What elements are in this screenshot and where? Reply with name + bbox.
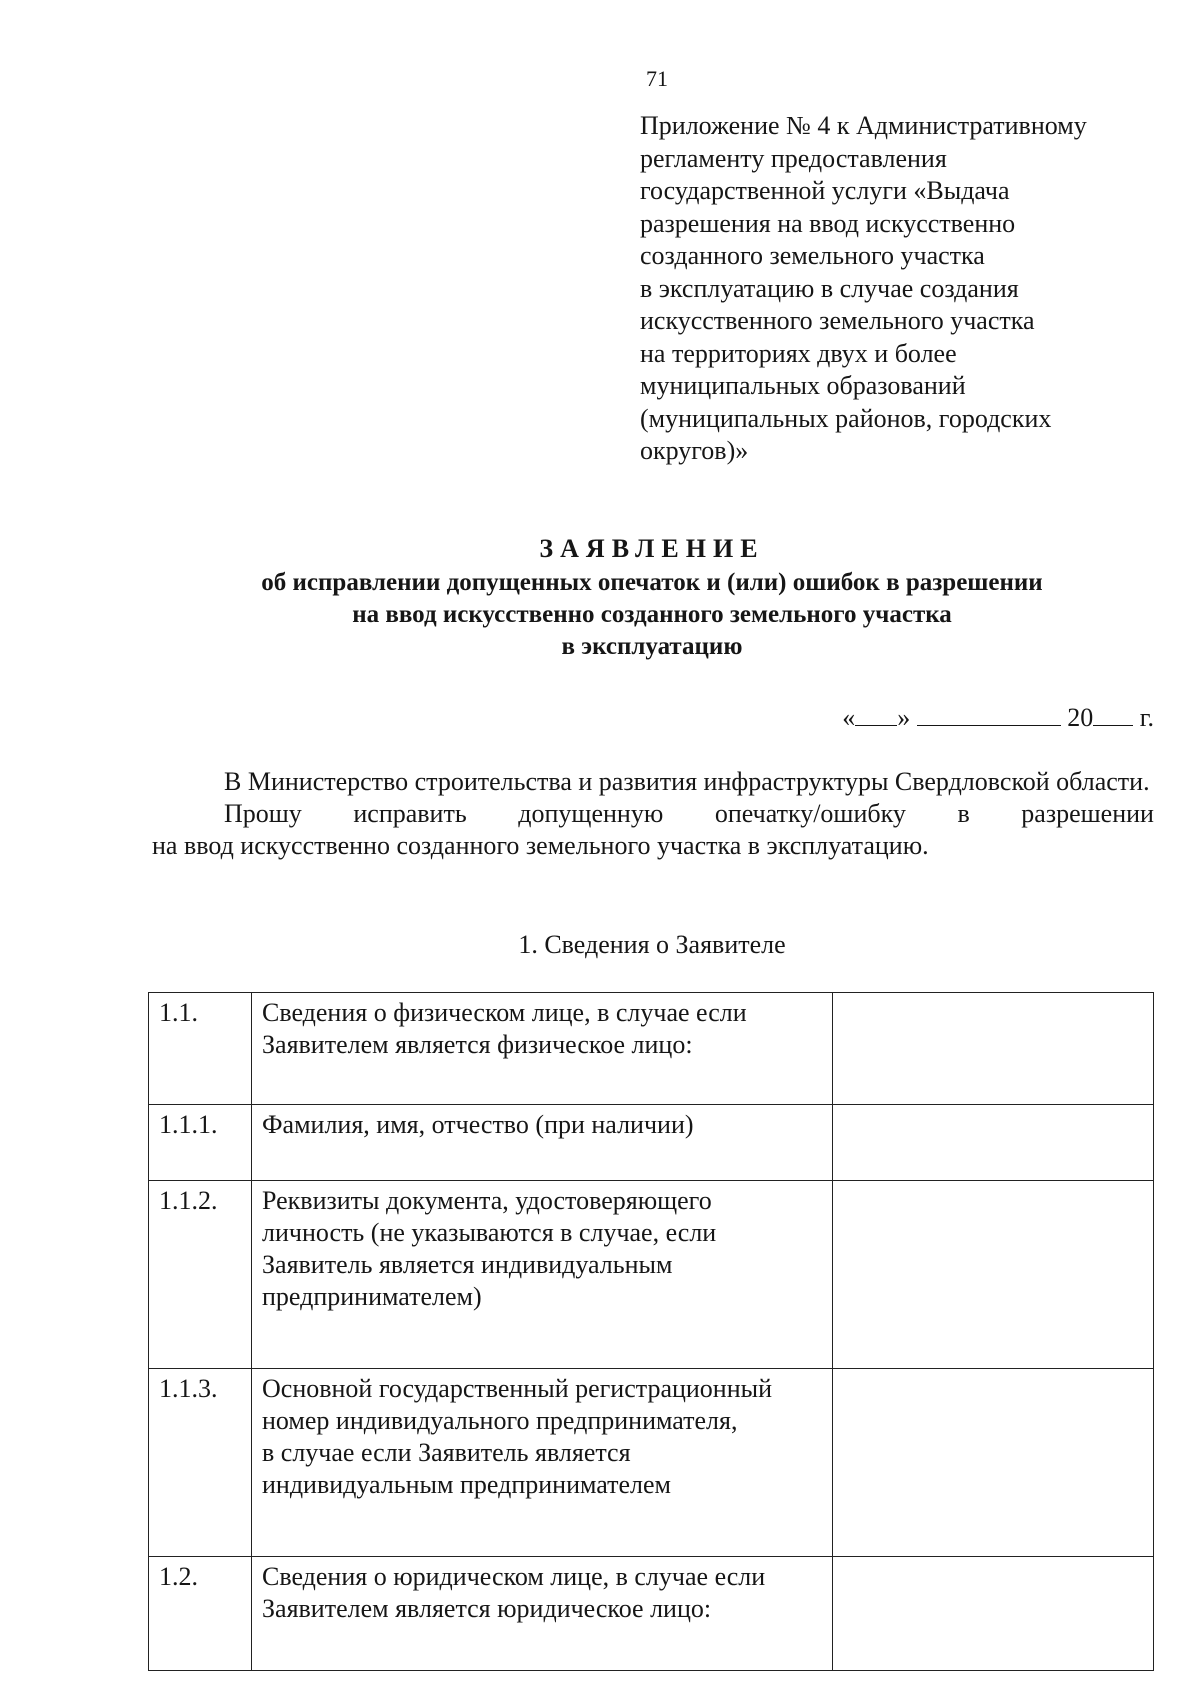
appendix-line: Приложение № 4 к Административному [640, 111, 1087, 140]
description-line: Заявителем является физическое лицо: [262, 1030, 693, 1059]
row-value-cell[interactable] [833, 1369, 1154, 1557]
appendix-line: государственной услуги «Выдача [640, 176, 1010, 205]
row-number: 1.2. [149, 1557, 252, 1671]
title-line: на ввод искусственно созданного земельного участка [352, 601, 952, 628]
request-paragraph-rest: на ввод искусственно созданного земельного участка в эксплуатацию. [152, 831, 929, 860]
row-value-cell[interactable] [833, 1105, 1154, 1181]
title-main: ЗАЯВЛЕНИЕ [539, 534, 765, 563]
row-number: 1.1.2. [149, 1181, 252, 1369]
request-word: в [957, 799, 970, 828]
request-word: опечатку/ошибку [714, 799, 906, 828]
year-suffix: г. [1139, 703, 1154, 732]
description-line: личность (не указываются в случае, если [262, 1218, 717, 1247]
year-prefix: 20 [1067, 703, 1094, 732]
appendix-line: муниципальных образований [640, 371, 966, 400]
row-number: 1.1.1. [149, 1105, 252, 1181]
applicant-info-table [148, 992, 1154, 1671]
description-line: Заявителем является юридическое лицо: [262, 1594, 712, 1623]
row-description [252, 1557, 833, 1671]
request-word: допущенную [518, 799, 664, 828]
row-value-cell[interactable] [833, 1557, 1154, 1671]
date-open-quote: « [842, 703, 856, 732]
description-line: в случае если Заявитель является [262, 1438, 631, 1467]
row-number: 1.1. [149, 993, 252, 1105]
description-line: индивидуальным предпринимателем [262, 1470, 671, 1499]
row-description [252, 1369, 833, 1557]
month-blank[interactable] [917, 703, 1061, 726]
description-line: Основной государственный регистрационный [262, 1374, 773, 1403]
table-row [149, 1181, 1154, 1369]
request-paragraph-first-line [152, 798, 1154, 830]
table-row [149, 1105, 1154, 1181]
table-row [149, 993, 1154, 1105]
appendix-line: округов)» [640, 436, 749, 465]
body-text [152, 766, 1154, 862]
description-line: Сведения о юридическом лице, в случае если [262, 1562, 766, 1591]
appendix-line: (муниципальных районов, городских [640, 403, 1052, 433]
appendix-line: искусственного земельного участка [640, 306, 1035, 335]
row-description [252, 1181, 833, 1369]
date-field [842, 703, 1154, 733]
title-line: в эксплуатацию [561, 633, 743, 660]
appendix-line: регламенту предоставления [640, 143, 947, 173]
appendix-line: разрешения на ввод искусственно [640, 208, 1016, 238]
description-line: Сведения о физическом лице, в случае если [262, 998, 747, 1027]
year-blank[interactable] [1093, 703, 1133, 726]
row-value-cell[interactable] [833, 993, 1154, 1105]
description-line: предпринимателем) [262, 1282, 482, 1311]
row-value-cell[interactable] [833, 1181, 1154, 1369]
request-word: Прошу [224, 799, 302, 828]
row-description [252, 1105, 833, 1181]
document-title [150, 533, 1154, 663]
table-row [149, 1369, 1154, 1557]
appendix-line: на территориях двух и более [640, 338, 957, 368]
addressee-paragraph: В Министерство строительства и развития инфраструктуры Свердловской области. [224, 767, 1150, 796]
title-line: об исправлении допущенных опечаток и (или) ошибок в разрешении [261, 569, 1043, 596]
description-line: Фамилия, имя, отчество (при наличии) [262, 1110, 694, 1139]
row-description [252, 993, 833, 1105]
description-line: номер индивидуального предпринимателя, [262, 1406, 738, 1435]
request-word: разрешении [1021, 799, 1154, 828]
row-number: 1.1.3. [149, 1369, 252, 1557]
date-close-quote: » [897, 703, 911, 732]
day-blank[interactable] [855, 703, 897, 726]
appendix-header [640, 110, 1160, 468]
description-line: Заявитель является индивидуальным [262, 1250, 673, 1279]
appendix-line: в эксплуатацию в случае создания [640, 273, 1019, 303]
section-title: 1. Сведения о Заявителе [518, 930, 786, 959]
description-line: Реквизиты документа, удостоверяющего [262, 1186, 712, 1215]
table-row [149, 1557, 1154, 1671]
page-number: 71 [646, 66, 668, 91]
appendix-line: созданного земельного участка [640, 241, 985, 270]
request-word: исправить [353, 799, 467, 828]
